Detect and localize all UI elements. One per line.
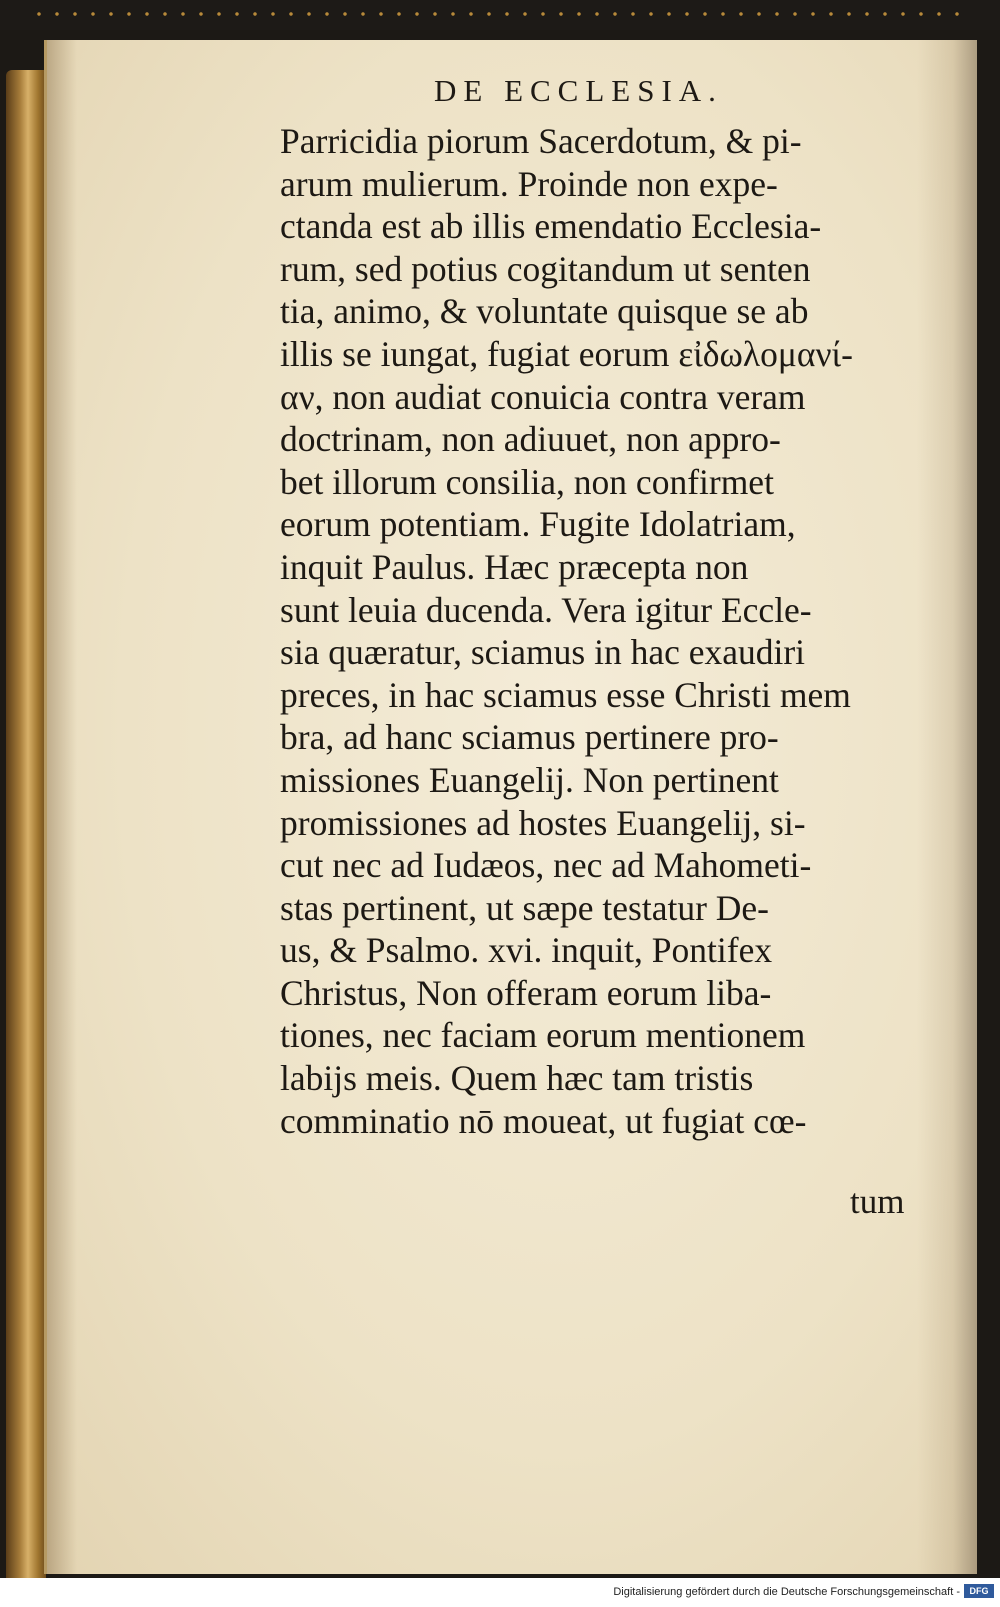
text-line: arum mulierum. Proinde non expe- <box>280 163 778 204</box>
funding-notice: Digitalisierung gefördert durch die Deutsche Forschungsgemeinschaft - <box>613 1586 960 1598</box>
text-line: comminatio nō moueat, ut fugiat cœ- <box>280 1100 807 1141</box>
text-line: ctanda est ab illis emendatio Ecclesia- <box>280 206 822 247</box>
text-line: labijs meis. Quem hæc tam tristis <box>280 1058 754 1099</box>
text-line: doctrinam, non adiuuet, non appro- <box>280 419 781 460</box>
text-line: αν, non audiat conuicia contra veram <box>280 376 806 417</box>
text-line: bra, ad hanc sciamus pertinere pro- <box>280 717 779 758</box>
text-line: promissiones ad hostes Euangelij, si- <box>280 802 806 843</box>
text-line: tia, animo, & voluntate quisque se ab <box>280 291 809 332</box>
text-line: preces, in hac sciamus esse Christi mem <box>280 674 851 715</box>
text-line: rum, sed potius cogitandum ut senten <box>280 248 811 289</box>
scan-top-border <box>0 0 1000 30</box>
text-line: bet illorum consilia, non confirmet <box>280 461 774 502</box>
text-line: stas pertinent, ut sæpe testatur De- <box>280 887 769 928</box>
page-gutter-shadow <box>47 40 77 1574</box>
text-line: sunt leuia ducenda. Vera igitur Eccle- <box>280 589 812 630</box>
text-line: us, & Psalmo. xvi. inquit, Pontifex <box>280 930 773 971</box>
book-spine <box>6 70 46 1600</box>
text-line: eorum potentiam. Fugite Idolatriam, <box>280 504 796 545</box>
text-line: sia quæratur, sciamus in hac exaudiri <box>280 632 806 673</box>
text-line: Parricidia piorum Sacerdotum, & pi- <box>280 121 802 161</box>
scan-ruler-dots <box>30 10 970 18</box>
text-line: illis se iungat, fugiat eorum εἰδωλομανί- <box>280 333 853 374</box>
text-line: inquit Paulus. Hæc præcepta non <box>280 546 749 587</box>
catchword: tum <box>850 1182 905 1221</box>
page-text <box>280 120 930 1142</box>
dfg-logo: DFG <box>964 1584 994 1598</box>
footer-bar <box>0 1578 1000 1607</box>
text-line: tiones, nec faciam eorum mentionem <box>280 1015 806 1056</box>
text-line: missiones Euangelij. Non pertinent <box>280 759 779 800</box>
text-line: cut nec ad Iudæos, nec ad Mahometi- <box>280 845 812 886</box>
running-header: DE ECCLESIA. <box>434 73 723 108</box>
text-line: Christus, Non offeram eorum liba- <box>280 972 772 1013</box>
